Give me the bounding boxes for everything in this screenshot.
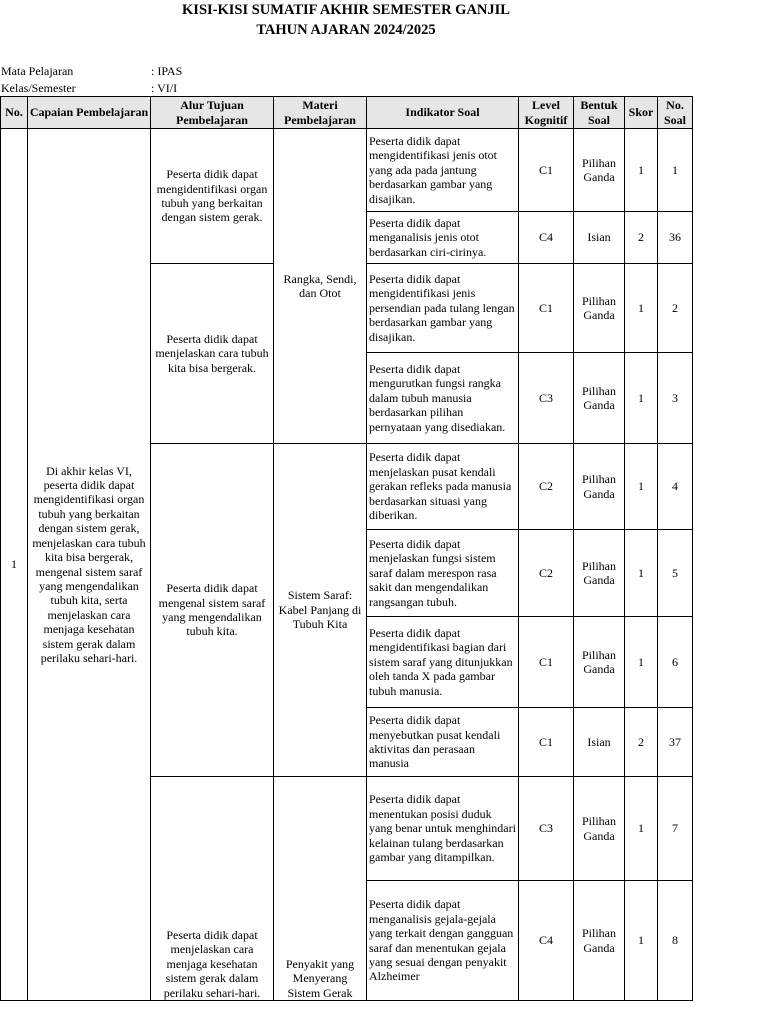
level-cell: C1 <box>519 264 574 353</box>
nosoal-cell: 8 <box>658 881 693 1001</box>
nosoal-cell: 1 <box>658 129 693 212</box>
document-title-line-2: TAHUN AJARAN 2024/2025 <box>256 22 436 38</box>
alur-cell: Peserta didik dapat mengenal sistem saraf yang mengendalikan tubuh kita. <box>151 444 274 777</box>
header-materi: Materi Pembelajaran <box>274 97 367 129</box>
alur-cell: Peserta didik dapat menjelaskan cara tubuh kita bisa bergerak. <box>151 264 274 444</box>
nosoal-cell: 3 <box>658 353 693 444</box>
level-cell: C3 <box>519 777 574 881</box>
header-indikator: Indikator Soal <box>367 97 519 129</box>
subject-label: Mata Pelajaran <box>1 64 74 78</box>
indikator-cell: Peserta didik dapat menjelaskan pusat kendali gerakan refleks pada manusia berdasarkan situasi yang diberikan. <box>367 444 519 530</box>
header-level: Level Kognitif <box>519 97 574 129</box>
header-nosoal: No. Soal <box>658 97 693 129</box>
bentuk-cell: Pilihan Ganda <box>574 617 625 708</box>
nosoal-cell: 2 <box>658 264 693 353</box>
class-label: Kelas/Semester <box>1 81 76 95</box>
nosoal-cell: 7 <box>658 777 693 881</box>
table-header-row <box>1 97 693 129</box>
level-cell: C1 <box>519 129 574 212</box>
indikator-cell: Peserta didik dapat menentukan posisi duduk yang benar untuk menghindari kelainan tulang berdasarkan gambar yang ditampilkan. <box>367 777 519 881</box>
skor-cell: 2 <box>625 212 658 264</box>
skor-cell: 1 <box>625 777 658 881</box>
nosoal-cell: 37 <box>658 708 693 777</box>
indikator-cell: Peserta didik dapat menjelaskan fungsi sistem saraf dalam merespon rasa sakit dan mengendalikan rangsangan tubuh. <box>367 530 519 617</box>
document-title-line-1: KISI-KISI SUMATIF AKHIR SEMESTER GANJIL <box>182 2 510 18</box>
nosoal-cell: 6 <box>658 617 693 708</box>
indikator-cell: Peserta didik dapat menyebutkan pusat kendali aktivitas dan perasaan manusia <box>367 708 519 777</box>
bentuk-cell: Pilihan Ganda <box>574 353 625 444</box>
capaian-cell: Di akhir kelas VI, peserta didik dapat mengidentifikasi organ tubuh yang berkaitan dengan sistem gerak, menjelaskan cara tubuh kita bisa bergerak, mengenal sistem saraf yang mengendalikan tubuh kita, serta menjelaskan cara menjaga kesehatan sistem gerak dalam perilaku sehari-hari. <box>28 129 151 1001</box>
header-bentuk: Bentuk Soal <box>574 97 625 129</box>
nosoal-cell: 5 <box>658 530 693 617</box>
skor-cell: 1 <box>625 530 658 617</box>
skor-cell: 1 <box>625 617 658 708</box>
level-cell: C4 <box>519 881 574 1001</box>
materi-cell: Rangka, Sendi, dan Otot <box>274 129 367 444</box>
bentuk-cell: Pilihan Ganda <box>574 129 625 212</box>
indikator-cell: Peserta didik dapat mengurutkan fungsi rangka dalam tubuh manusia berdasarkan pilihan pernyataan yang disediakan. <box>367 353 519 444</box>
nosoal-cell: 4 <box>658 444 693 530</box>
indikator-cell: Peserta didik dapat menganalisis jenis otot berdasarkan ciri-cirinya. <box>367 212 519 264</box>
materi-cell: Sistem Saraf: Kabel Panjang di Tubuh Kita <box>274 444 367 777</box>
materi-cell: Penyakit yang Menyerang Sistem Gerak <box>274 777 367 1001</box>
row-number: 1 <box>1 129 28 1001</box>
header-alur: Alur Tujuan Pembelajaran <box>151 97 274 129</box>
kisi-kisi-table <box>0 96 693 1001</box>
skor-cell: 1 <box>625 129 658 212</box>
bentuk-cell: Pilihan Ganda <box>574 777 625 881</box>
skor-cell: 1 <box>625 881 658 1001</box>
alur-cell: Peserta didik dapat menjelaskan cara menjaga kesehatan sistem gerak dalam perilaku sehari-hari. <box>151 777 274 1001</box>
indikator-cell: Peserta didik dapat mengidentifikasi bagian dari sistem saraf yang ditunjukkan oleh tanda X pada gambar tubuh manusia. <box>367 617 519 708</box>
class-value: : VI/I <box>151 81 178 95</box>
bentuk-cell: Isian <box>574 212 625 264</box>
skor-cell: 1 <box>625 444 658 530</box>
level-cell: C1 <box>519 708 574 777</box>
bentuk-cell: Pilihan Ganda <box>574 530 625 617</box>
indikator-cell: Peserta didik dapat menganalisis gejala-gejala yang terkait dengan gangguan saraf dan menentukan gejala yang sesuai dengan penyakit Alzheimer <box>367 881 519 1001</box>
level-cell: C2 <box>519 444 574 530</box>
nosoal-cell: 36 <box>658 212 693 264</box>
table-row <box>1 129 693 212</box>
header-no: No. <box>1 97 28 129</box>
bentuk-cell: Isian <box>574 708 625 777</box>
level-cell: C3 <box>519 353 574 444</box>
level-cell: C4 <box>519 212 574 264</box>
alur-cell: Peserta didik dapat mengidentifikasi organ tubuh yang berkaitan dengan sistem gerak. <box>151 129 274 264</box>
bentuk-cell: Pilihan Ganda <box>574 264 625 353</box>
bentuk-cell: Pilihan Ganda <box>574 881 625 1001</box>
level-cell: C2 <box>519 530 574 617</box>
indikator-cell: Peserta didik dapat mengidentifikasi jenis otot yang ada pada jantung berdasarkan gambar yang disajikan. <box>367 129 519 212</box>
subject-value: : IPAS <box>151 64 183 78</box>
skor-cell: 2 <box>625 708 658 777</box>
skor-cell: 1 <box>625 353 658 444</box>
bentuk-cell: Pilihan Ganda <box>574 444 625 530</box>
indikator-cell: Peserta didik dapat mengidentifikasi jenis persendian pada tulang lengan berdasarkan gambar yang disajikan. <box>367 264 519 353</box>
skor-cell: 1 <box>625 264 658 353</box>
level-cell: C1 <box>519 617 574 708</box>
header-capaian: Capaian Pembelajaran <box>28 97 151 129</box>
header-skor: Skor <box>625 97 658 129</box>
